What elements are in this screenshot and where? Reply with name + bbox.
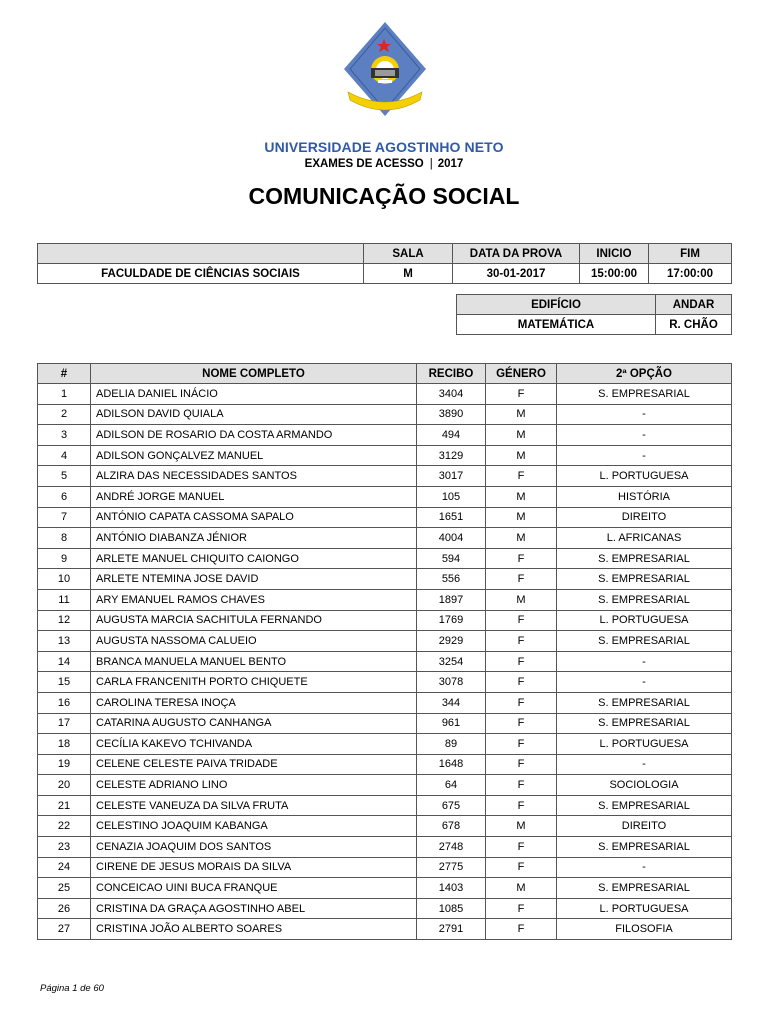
data-value: 30-01-2017 [453,264,580,284]
table-row [38,692,732,713]
segunda-opcao-value: L. PORTUGUESA [557,466,732,487]
recibo-value: 494 [417,425,486,446]
table-row [38,548,732,569]
segunda-opcao-value: - [557,857,732,878]
row-number: 15 [38,672,91,693]
student-name: AUGUSTA MARCIA SACHITULA FERNANDO [91,610,417,631]
inicio-header: INICIO [580,244,649,264]
andar-value: R. CHÃO [656,315,732,335]
table-row [38,672,732,693]
segunda-opcao-value: S. EMPRESARIAL [557,837,732,858]
genero-value: F [486,610,557,631]
segunda-opcao-value: S. EMPRESARIAL [557,631,732,652]
student-name: ARLETE NTEMINA JOSE DAVID [91,569,417,590]
table-row [38,610,732,631]
genero-value: F [486,919,557,940]
university-logo [340,20,430,118]
recibo-value: 2775 [417,857,486,878]
course-title: COMUNICAÇÃO SOCIAL [248,183,520,209]
row-number: 2 [38,404,91,425]
genero-value: M [486,425,557,446]
segunda-opcao-value: DIREITO [557,507,732,528]
row-number: 27 [38,919,91,940]
row-number: 10 [38,569,91,590]
segunda-opcao-value: S. EMPRESARIAL [557,384,732,405]
student-name: ANDRÉ JORGE MANUEL [91,486,417,507]
table-row [38,919,732,940]
student-name: ALZIRA DAS NECESSIDADES SANTOS [91,466,417,487]
recibo-value: 3404 [417,384,486,405]
recibo-value: 678 [417,816,486,837]
table-row [38,528,732,549]
row-number: 17 [38,713,91,734]
segunda-opcao-value: S. EMPRESARIAL [557,692,732,713]
col-genero: GÉNERO [486,364,557,384]
student-name: CELESTE ADRIANO LINO [91,775,417,796]
exam-info-table [37,243,732,284]
sala-header: SALA [364,244,453,264]
building-row [457,315,732,335]
recibo-value: 3890 [417,404,486,425]
genero-value: F [486,692,557,713]
exam-info-row [38,264,732,284]
segunda-opcao-value: S. EMPRESARIAL [557,589,732,610]
genero-value: M [486,445,557,466]
recibo-value: 1651 [417,507,486,528]
recibo-value: 675 [417,795,486,816]
student-name: ANTÓNIO DIABANZA JÉNIOR [91,528,417,549]
edificio-value: MATEMÁTICA [457,315,656,335]
genero-value: M [486,528,557,549]
segunda-opcao-value: - [557,445,732,466]
row-number: 25 [38,878,91,899]
row-number: 6 [38,486,91,507]
row-number: 14 [38,651,91,672]
student-name: CRISTINA JOÃO ALBERTO SOARES [91,919,417,940]
student-name: ADELIA DANIEL INÁCIO [91,384,417,405]
fim-header: FIM [649,244,732,264]
page-number: Página 1 de 60 [40,983,104,994]
table-row [38,486,732,507]
segunda-opcao-value: - [557,754,732,775]
table-row [38,734,732,755]
fim-value: 17:00:00 [649,264,732,284]
row-number: 18 [38,734,91,755]
table-row [38,445,732,466]
table-row [38,857,732,878]
row-number: 4 [38,445,91,466]
genero-value: F [486,384,557,405]
row-number: 24 [38,857,91,878]
row-number: 22 [38,816,91,837]
genero-value: F [486,466,557,487]
row-number: 23 [38,837,91,858]
table-row [38,754,732,775]
table-row [38,898,732,919]
genero-value: M [486,404,557,425]
student-name: BRANCA MANUELA MANUEL BENTO [91,651,417,672]
data-header: DATA DA PROVA [453,244,580,264]
genero-value: F [486,713,557,734]
row-number: 1 [38,384,91,405]
table-row [38,569,732,590]
students-table [37,363,732,940]
andar-header: ANDAR [656,295,732,315]
recibo-value: 1897 [417,589,486,610]
genero-value: M [486,816,557,837]
recibo-value: 3129 [417,445,486,466]
col-recibo: RECIBO [417,364,486,384]
segunda-opcao-value: S. EMPRESARIAL [557,548,732,569]
segunda-opcao-value: L. PORTUGUESA [557,610,732,631]
segunda-opcao-value: S. EMPRESARIAL [557,795,732,816]
segunda-opcao-value: - [557,672,732,693]
genero-value: F [486,734,557,755]
inicio-value: 15:00:00 [580,264,649,284]
segunda-opcao-value: SOCIOLOGIA [557,775,732,796]
col-number: # [38,364,91,384]
recibo-value: 3078 [417,672,486,693]
row-number: 20 [38,775,91,796]
table-row [38,466,732,487]
row-number: 12 [38,610,91,631]
student-name: ADILSON GONÇALVEZ MANUEL [91,445,417,466]
table-row [38,816,732,837]
col-name: NOME COMPLETO [91,364,417,384]
sala-value: M [364,264,453,284]
segunda-opcao-value: - [557,404,732,425]
segunda-opcao-value: - [557,651,732,672]
recibo-value: 2748 [417,837,486,858]
table-row [38,713,732,734]
row-number: 21 [38,795,91,816]
student-name: CECÍLIA KAKEVO TCHIVANDA [91,734,417,755]
genero-value: F [486,837,557,858]
recibo-value: 105 [417,486,486,507]
student-name: CRISTINA DA GRAÇA AGOSTINHO ABEL [91,898,417,919]
exam-info-header-row [38,244,732,264]
recibo-value: 1085 [417,898,486,919]
student-name: CELESTINO JOAQUIM KABANGA [91,816,417,837]
student-name: CONCEICAO UINI BUCA FRANQUE [91,878,417,899]
student-name: CARLA FRANCENITH PORTO CHIQUETE [91,672,417,693]
student-name: CENAZIA JOAQUIM DOS SANTOS [91,837,417,858]
segunda-opcao-value: DIREITO [557,816,732,837]
row-number: 7 [38,507,91,528]
student-name: ADILSON DAVID QUIALA [91,404,417,425]
recibo-value: 594 [417,548,486,569]
student-name: ANTÓNIO CAPATA CASSOMA SAPALO [91,507,417,528]
col-segunda-opcao: 2ª OPÇÃO [557,364,732,384]
building-header-row [457,295,732,315]
recibo-value: 4004 [417,528,486,549]
genero-value: F [486,775,557,796]
recibo-value: 1403 [417,878,486,899]
separator: | [429,158,433,170]
exam-label: EXAMES DE ACESSO [304,158,424,170]
genero-value: M [486,589,557,610]
genero-value: F [486,857,557,878]
recibo-value: 2791 [417,919,486,940]
student-name: AUGUSTA NASSOMA CALUEIO [91,631,417,652]
row-number: 5 [38,466,91,487]
recibo-value: 64 [417,775,486,796]
student-name: ADILSON DE ROSARIO DA COSTA ARMANDO [91,425,417,446]
faculty-name: FACULDADE DE CIÊNCIAS SOCIAIS [38,264,364,284]
recibo-value: 961 [417,713,486,734]
table-row [38,837,732,858]
exam-year: 2017 [437,158,464,170]
students-body [38,384,732,940]
table-row [38,795,732,816]
genero-value: F [486,754,557,775]
row-number: 26 [38,898,91,919]
row-number: 19 [38,754,91,775]
table-row [38,425,732,446]
row-number: 16 [38,692,91,713]
segunda-opcao-value: HISTÓRIA [557,486,732,507]
row-number: 3 [38,425,91,446]
recibo-value: 1769 [417,610,486,631]
student-name: CELESTE VANEUZA DA SILVA FRUTA [91,795,417,816]
edificio-header: EDIFÍCIO [457,295,656,315]
table-row [38,631,732,652]
table-row [38,384,732,405]
student-name: CATARINA AUGUSTO CANHANGA [91,713,417,734]
table-row [38,775,732,796]
faculty-header [38,244,364,264]
student-name: CAROLINA TERESA INOÇA [91,692,417,713]
segunda-opcao-value: S. EMPRESARIAL [557,713,732,734]
recibo-value: 2929 [417,631,486,652]
university-name: UNIVERSIDADE AGOSTINHO NETO [264,139,504,155]
genero-value: M [486,507,557,528]
segunda-opcao-value: FILOSOFIA [557,919,732,940]
recibo-value: 3254 [417,651,486,672]
students-header-row [38,364,732,384]
exam-subtitle [0,158,768,170]
recibo-value: 556 [417,569,486,590]
row-number: 13 [38,631,91,652]
recibo-value: 1648 [417,754,486,775]
segunda-opcao-value: L. PORTUGUESA [557,734,732,755]
segunda-opcao-value: L. PORTUGUESA [557,898,732,919]
segunda-opcao-value: L. AFRICANAS [557,528,732,549]
recibo-value: 89 [417,734,486,755]
table-row [38,404,732,425]
genero-value: F [486,651,557,672]
genero-value: F [486,548,557,569]
row-number: 9 [38,548,91,569]
genero-value: M [486,878,557,899]
row-number: 8 [38,528,91,549]
table-row [38,878,732,899]
genero-value: F [486,672,557,693]
recibo-value: 344 [417,692,486,713]
segunda-opcao-value: - [557,425,732,446]
genero-value: M [486,486,557,507]
genero-value: F [486,631,557,652]
student-name: ARLETE MANUEL CHIQUITO CAIONGO [91,548,417,569]
table-row [38,651,732,672]
student-name: ARY EMANUEL RAMOS CHAVES [91,589,417,610]
student-name: CIRENE DE JESUS MORAIS DA SILVA [91,857,417,878]
segunda-opcao-value: S. EMPRESARIAL [557,878,732,899]
recibo-value: 3017 [417,466,486,487]
table-row [38,589,732,610]
genero-value: F [486,898,557,919]
genero-value: F [486,795,557,816]
table-row [38,507,732,528]
genero-value: F [486,569,557,590]
segunda-opcao-value: S. EMPRESARIAL [557,569,732,590]
building-table [456,294,732,335]
row-number: 11 [38,589,91,610]
student-name: CELENE CELESTE PAIVA TRIDADE [91,754,417,775]
